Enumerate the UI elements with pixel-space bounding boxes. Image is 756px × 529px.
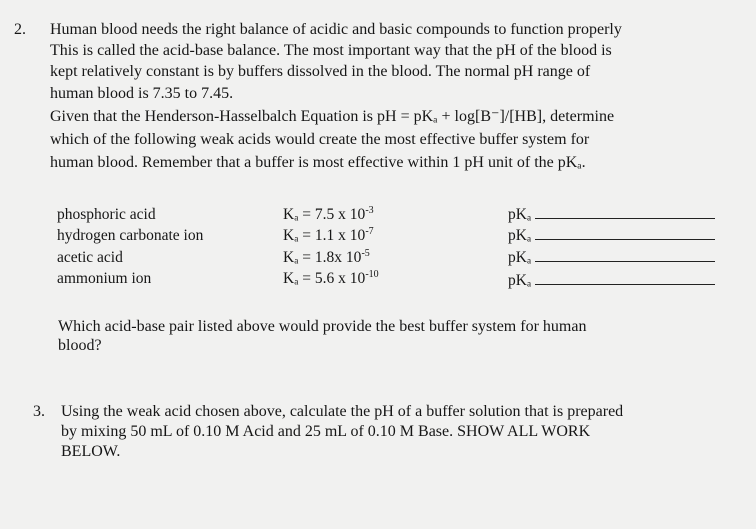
ka-value: Kₐ = 7.5 x $10^{-3}$ <box>283 205 374 223</box>
pka-entry: pKₐ <box>508 226 715 245</box>
pka-entry: pKₐ <box>508 205 715 224</box>
q2-followup-line-2: blood? <box>58 337 102 354</box>
pka-entry: pKₐ <box>508 248 715 267</box>
pka-answer-blank[interactable] <box>535 271 715 285</box>
q2-followup-line-1: Which acid-base pair listed above would provide the best buffer system for human <box>58 318 587 335</box>
acid-name: ammonium ion <box>57 270 152 287</box>
question-2-number: 2. <box>14 21 26 38</box>
question-3-number: 3. <box>33 403 45 420</box>
acid-name: phosphoric acid <box>57 206 156 223</box>
q2-line-6: which of the following weak acids would create the most effective buffer system for <box>50 131 590 148</box>
q2-line-2: This is called the acid-base balance. The most important way that the pH of the blood is <box>50 42 612 59</box>
pka-entry: pKₐ <box>508 271 715 290</box>
q2-line-3: kept relatively constant is by buffers dissolved in the blood. The normal pH range of <box>50 63 591 80</box>
q3-line-3: BELOW. <box>61 443 121 460</box>
ka-value: Kₐ = 5.6 x $10^{-10}$ <box>283 269 379 287</box>
pka-answer-blank[interactable] <box>535 226 715 240</box>
ka-value: Kₐ = 1.1 x $10^{-7}$ <box>283 226 374 244</box>
q2-line-4: human blood is 7.35 to 7.45. <box>50 85 234 102</box>
q3-line-2: by mixing 50 mL of 0.10 M Acid and 25 mL of 0.10 M Base. SHOW ALL WORK <box>61 423 591 440</box>
q2-line-7: human blood. Remember that a buffer is most effective within 1 pH unit of the pKₐ. <box>50 154 586 171</box>
acid-name: acetic acid <box>57 249 123 266</box>
ka-value: Kₐ = 1.8x $10^{-5}$ <box>283 248 370 266</box>
q2-line-5: Given that the Henderson-Hasselbalch Equation is pH = pKₐ + log[B⁻]/[HB], determine <box>50 108 615 125</box>
q2-line-1: Human blood needs the right balance of acidic and basic compounds to function properly <box>50 21 622 38</box>
pka-answer-blank[interactable] <box>535 248 715 262</box>
q3-line-1: Using the weak acid chosen above, calculate the pH of a buffer solution that is prepared <box>61 403 624 420</box>
pka-answer-blank[interactable] <box>535 205 715 219</box>
acid-name: hydrogen carbonate ion <box>57 227 204 244</box>
